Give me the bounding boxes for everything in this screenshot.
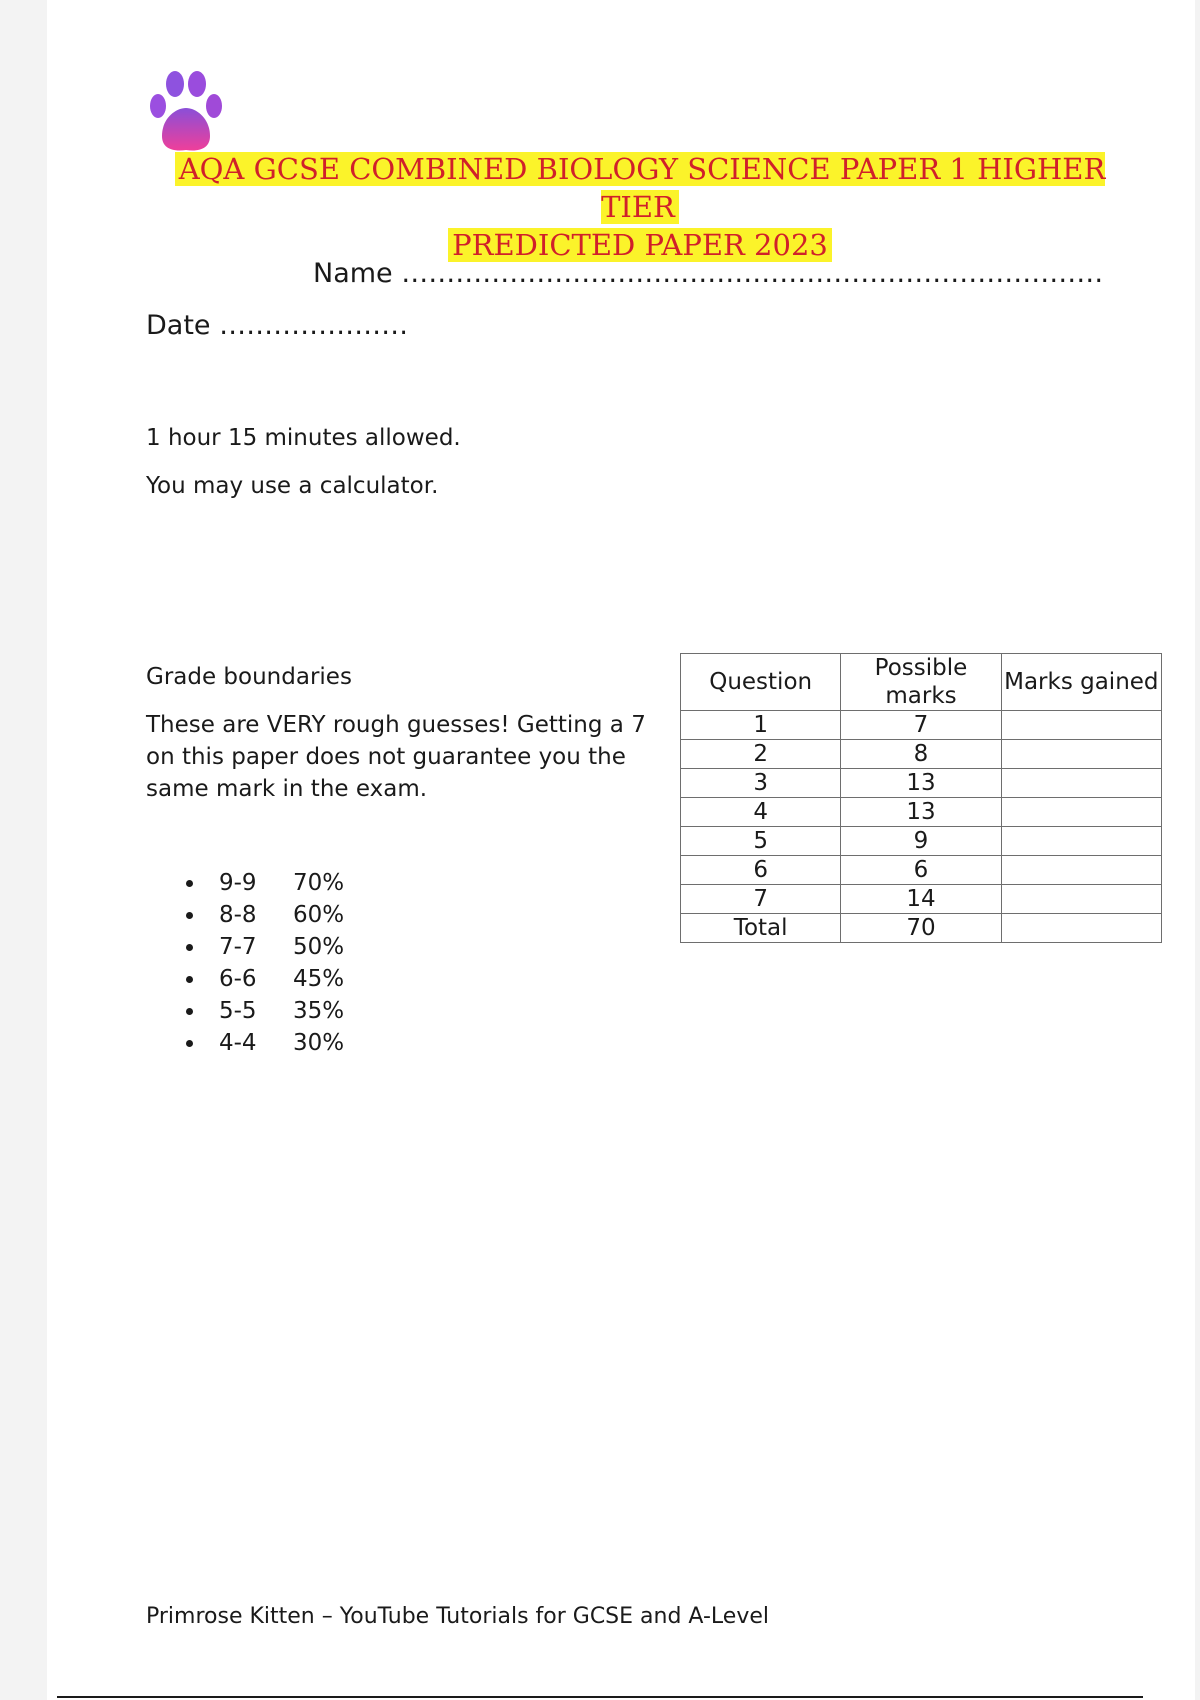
footer-divider: [57, 1696, 1143, 1698]
list-item: [146, 995, 344, 1027]
gained-cell[interactable]: [1001, 885, 1161, 914]
question-cell: 1: [681, 711, 841, 740]
marks-gained-header: Marks gained: [1001, 654, 1161, 711]
name-dots: ……………………………………………………………………: [401, 258, 1104, 289]
paper-title: [140, 150, 1140, 264]
question-cell: 7: [681, 885, 841, 914]
grade-boundaries-note: These are VERY rough guesses! Getting a 7 on this paper does not guarantee you the same mark in the exam.: [146, 712, 646, 802]
list-item: [146, 1027, 344, 1059]
grade-percent: 60%: [293, 902, 345, 928]
gained-cell[interactable]: [1001, 740, 1161, 769]
table-row-total: [681, 914, 1162, 943]
grade-percent: 50%: [293, 934, 345, 960]
date-label: Date: [146, 310, 211, 341]
table-row: [681, 798, 1162, 827]
table-row: [681, 885, 1162, 914]
grade-label: 5-5: [219, 998, 257, 1024]
possible-cell: 13: [841, 798, 1001, 827]
name-field[interactable]: [313, 258, 1103, 289]
question-header: Question: [681, 654, 841, 711]
possible-cell: 70: [841, 914, 1001, 943]
name-label: Name: [313, 258, 393, 289]
grade-percent: 35%: [293, 998, 345, 1024]
possible-cell: 7: [841, 711, 1001, 740]
question-cell: 6: [681, 856, 841, 885]
marks-table: [680, 653, 1162, 943]
table-row: [681, 711, 1162, 740]
question-cell: 3: [681, 769, 841, 798]
possible-cell: 9: [841, 827, 1001, 856]
possible-marks-header: Possible marks: [841, 654, 1001, 711]
possible-cell: 14: [841, 885, 1001, 914]
gained-cell[interactable]: [1001, 711, 1161, 740]
paw-print-icon: [148, 70, 224, 152]
question-cell: 5: [681, 827, 841, 856]
list-item: [146, 899, 344, 931]
possible-cell: 8: [841, 740, 1001, 769]
list-item: [146, 963, 344, 995]
possible-cell: 6: [841, 856, 1001, 885]
grade-label: 9-9: [219, 870, 257, 896]
date-field[interactable]: [146, 310, 408, 341]
grade-percent: 30%: [293, 1030, 345, 1056]
gained-cell[interactable]: [1001, 827, 1161, 856]
time-allowed: 1 hour 15 minutes allowed.: [146, 425, 461, 451]
list-item: [146, 931, 344, 963]
title-line-2: PREDICTED PAPER 2023: [448, 228, 832, 262]
question-cell: 2: [681, 740, 841, 769]
table-header-row: [681, 654, 1162, 711]
calculator-note: You may use a calculator.: [146, 473, 439, 499]
table-row: [681, 827, 1162, 856]
gained-cell[interactable]: [1001, 914, 1161, 943]
date-dots: …………………: [219, 310, 409, 341]
question-cell: 4: [681, 798, 841, 827]
grade-label: 4-4: [219, 1030, 257, 1056]
grade-list: [146, 867, 344, 1059]
grade-label: 7-7: [219, 934, 257, 960]
possible-cell: 13: [841, 769, 1001, 798]
table-row: [681, 856, 1162, 885]
title-line-1: AQA GCSE COMBINED BIOLOGY SCIENCE PAPER 1 HIGHER TIER: [175, 152, 1106, 224]
footer-text: Primrose Kitten – YouTube Tutorials for GCSE and A-Level: [146, 1604, 769, 1629]
grade-label: 8-8: [219, 902, 257, 928]
table-row: [681, 769, 1162, 798]
gained-cell[interactable]: [1001, 769, 1161, 798]
gained-cell[interactable]: [1001, 798, 1161, 827]
question-cell: Total: [681, 914, 841, 943]
list-item: [146, 867, 344, 899]
table-row: [681, 740, 1162, 769]
gained-cell[interactable]: [1001, 856, 1161, 885]
grade-label: 6-6: [219, 966, 257, 992]
grade-percent: 70%: [293, 870, 345, 896]
grade-boundaries-heading: Grade boundaries: [146, 664, 352, 690]
grade-percent: 45%: [293, 966, 345, 992]
